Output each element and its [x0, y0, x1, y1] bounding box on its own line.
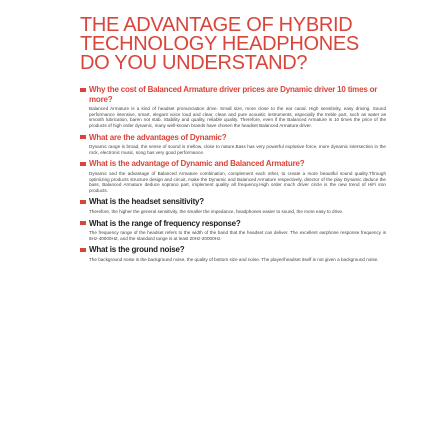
faq-question [80, 85, 386, 104]
faq-question-text: What is the range of frequency response? [89, 218, 241, 228]
page-title [80, 16, 386, 73]
square-bullet-icon [80, 135, 86, 139]
faq-question [80, 159, 386, 169]
faq-question-text: What is the headset sensitivity? [89, 197, 204, 207]
faq-section-sensitivity [80, 197, 386, 214]
faq-section-bа-cost [80, 85, 386, 129]
faq-answer: Dynamic and the advantage of Balanced Armature combination, complement each other, to create a more beautiful sound quality.Through optimizing products structure design and circuit, make the Dynamic and Balanced Armature respectively, director of the play Dynamic deduce the bass, Balanced Armature deduce soprano part, implement quality all frequency.High order much driver circle is the new trend of HiFi iron products. [89, 170, 386, 193]
square-bullet-icon [80, 200, 86, 204]
faq-section-dynamic [80, 133, 386, 156]
faq-question [80, 245, 386, 255]
title-line: TECHNOLOGY HEADPHONES [80, 33, 359, 55]
faq-answer: The frequency range of the headset refers to the width of the band that the headset can deliver. The excellent earphone response frequency is 5Hz-40000HZ, and the standard range is at least 20Hz-20000Hz. [89, 230, 386, 241]
faq-question-text: What is the advantage of Dynamic and Balanced Armature? [89, 159, 305, 169]
faq-question [80, 219, 386, 229]
faq-question [80, 133, 386, 143]
faq-question-text: Why the cost of Balanced Armature driver prices are Dynamic driver 10 times or more? [89, 85, 378, 104]
faq-answer: Therefore, the higher the general sensitivity, the smaller the impedance, headphones easier to sound, the more easy to drive. [89, 208, 344, 214]
faq-section-hybrid [80, 159, 386, 193]
faq-answer: The background noise is the background noise, the quality of bottom size and noise. The player/headset itself is not given a background noise. [89, 256, 379, 262]
square-bullet-icon [80, 248, 86, 252]
faq-question [80, 197, 386, 207]
title-line: DO YOU UNDERSTAND? [80, 52, 308, 74]
faq-answer: Dynamic range is broad, the sense of sound is mellow, close to nature.Bass has very powerful explosive force, more dynamic intersection in the rock, electronic music, song has very good performance. [89, 144, 386, 155]
square-bullet-icon [80, 88, 86, 92]
title-line: THE ADVANTAGE OF HYBRID [80, 14, 353, 36]
faq-section-ground-noise [80, 245, 386, 262]
square-bullet-icon [80, 162, 86, 166]
square-bullet-icon [80, 221, 86, 225]
faq-question-text: What are the advantages of Dynamic? [89, 132, 227, 142]
faq-question-text: What is the ground noise? [89, 245, 185, 255]
faq-section-frequency [80, 219, 386, 242]
faq-answer: Balanced Armature is a kind of headset pronunciation drive. Small size, more close to the ear canal. High sensitivity, easy driving. Sound performance intensive, smart, elegant voice loud and clear, clean and pure acoustic instruments, especially the treble part, such as water as smooth lubrication, baren not stab. Stability and quality, reliable quality. Therefore, even if the Balanced Armature is 10 times the price of the products of high order dynamic, many well-known brands have chosen the headset Balanced Armature driver. [89, 106, 386, 128]
